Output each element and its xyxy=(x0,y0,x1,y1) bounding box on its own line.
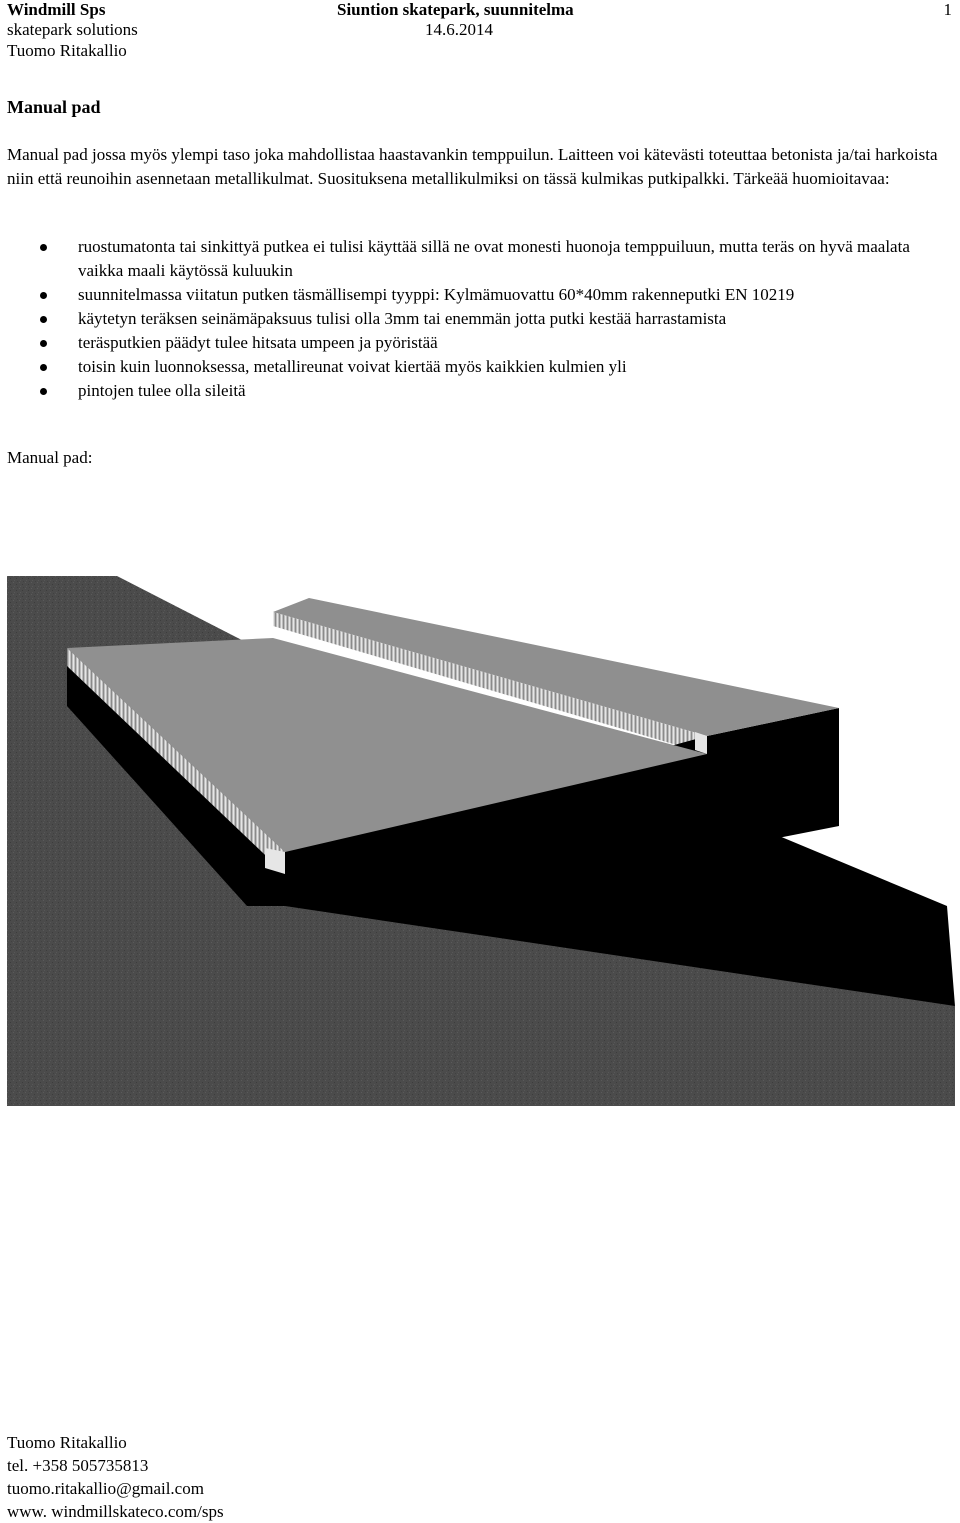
list-item: teräsputkien päädyt tulee hitsata umpeen ja pyöristää xyxy=(0,331,930,355)
footer-email: tuomo.ritakallio@gmail.com xyxy=(7,1479,204,1498)
company-subtitle: skatepark solutions xyxy=(7,20,138,39)
page-number: 1 xyxy=(943,0,952,19)
footer-name: Tuomo Ritakallio xyxy=(7,1433,127,1452)
document-date: 14.6.2014 xyxy=(425,20,493,39)
list-item: ruostumatonta tai sinkittyä putkea ei tulisi käyttää sillä ne ovat monesti huonoja temppuiluun, mutta teräs on hyvä maalata vaikka maali käytössä kuluukin xyxy=(0,235,930,283)
section-title: Manual pad xyxy=(7,97,101,117)
author-name: Tuomo Ritakallio xyxy=(7,41,127,60)
list-item: käytetyn teräksen seinämäpaksuus tulisi olla 3mm tai enemmän jotta putki kestää harrastamista xyxy=(0,307,930,331)
list-item: toisin kuin luonnoksessa, metallireunat voivat kiertää myös kaikkien kulmien yli xyxy=(0,355,930,379)
footer-phone: tel. +358 505735813 xyxy=(7,1456,149,1475)
manual-pad-render xyxy=(7,576,955,1106)
page-footer xyxy=(7,1431,224,1523)
list-item: pintojen tulee olla sileitä xyxy=(0,379,930,403)
footer-website: www. windmillskateco.com/sps xyxy=(7,1502,224,1521)
figure-caption: Manual pad: xyxy=(7,448,93,467)
company-name: Windmill Sps xyxy=(7,0,106,19)
requirements-list xyxy=(0,235,930,403)
page-header xyxy=(7,0,952,64)
list-item: suunnitelmassa viitatun putken täsmällisempi tyyppi: Kylmämuovattu 60*40mm rakenneputki EN 10219 xyxy=(0,283,930,307)
document-title: Siuntion skatepark, suunnitelma xyxy=(337,0,574,19)
intro-paragraph: Manual pad jossa myös ylempi taso joka mahdollistaa haastavankin temppuilun. Laitteen voi kätevästi toteuttaa betonista ja/tai harkoista niin että reunoihin asennetaan metallikulmat. Suosituksena metallikulmiksi on tässä kulmikas putkipalkki. Tärkeää huomioitavaa: xyxy=(7,145,938,188)
